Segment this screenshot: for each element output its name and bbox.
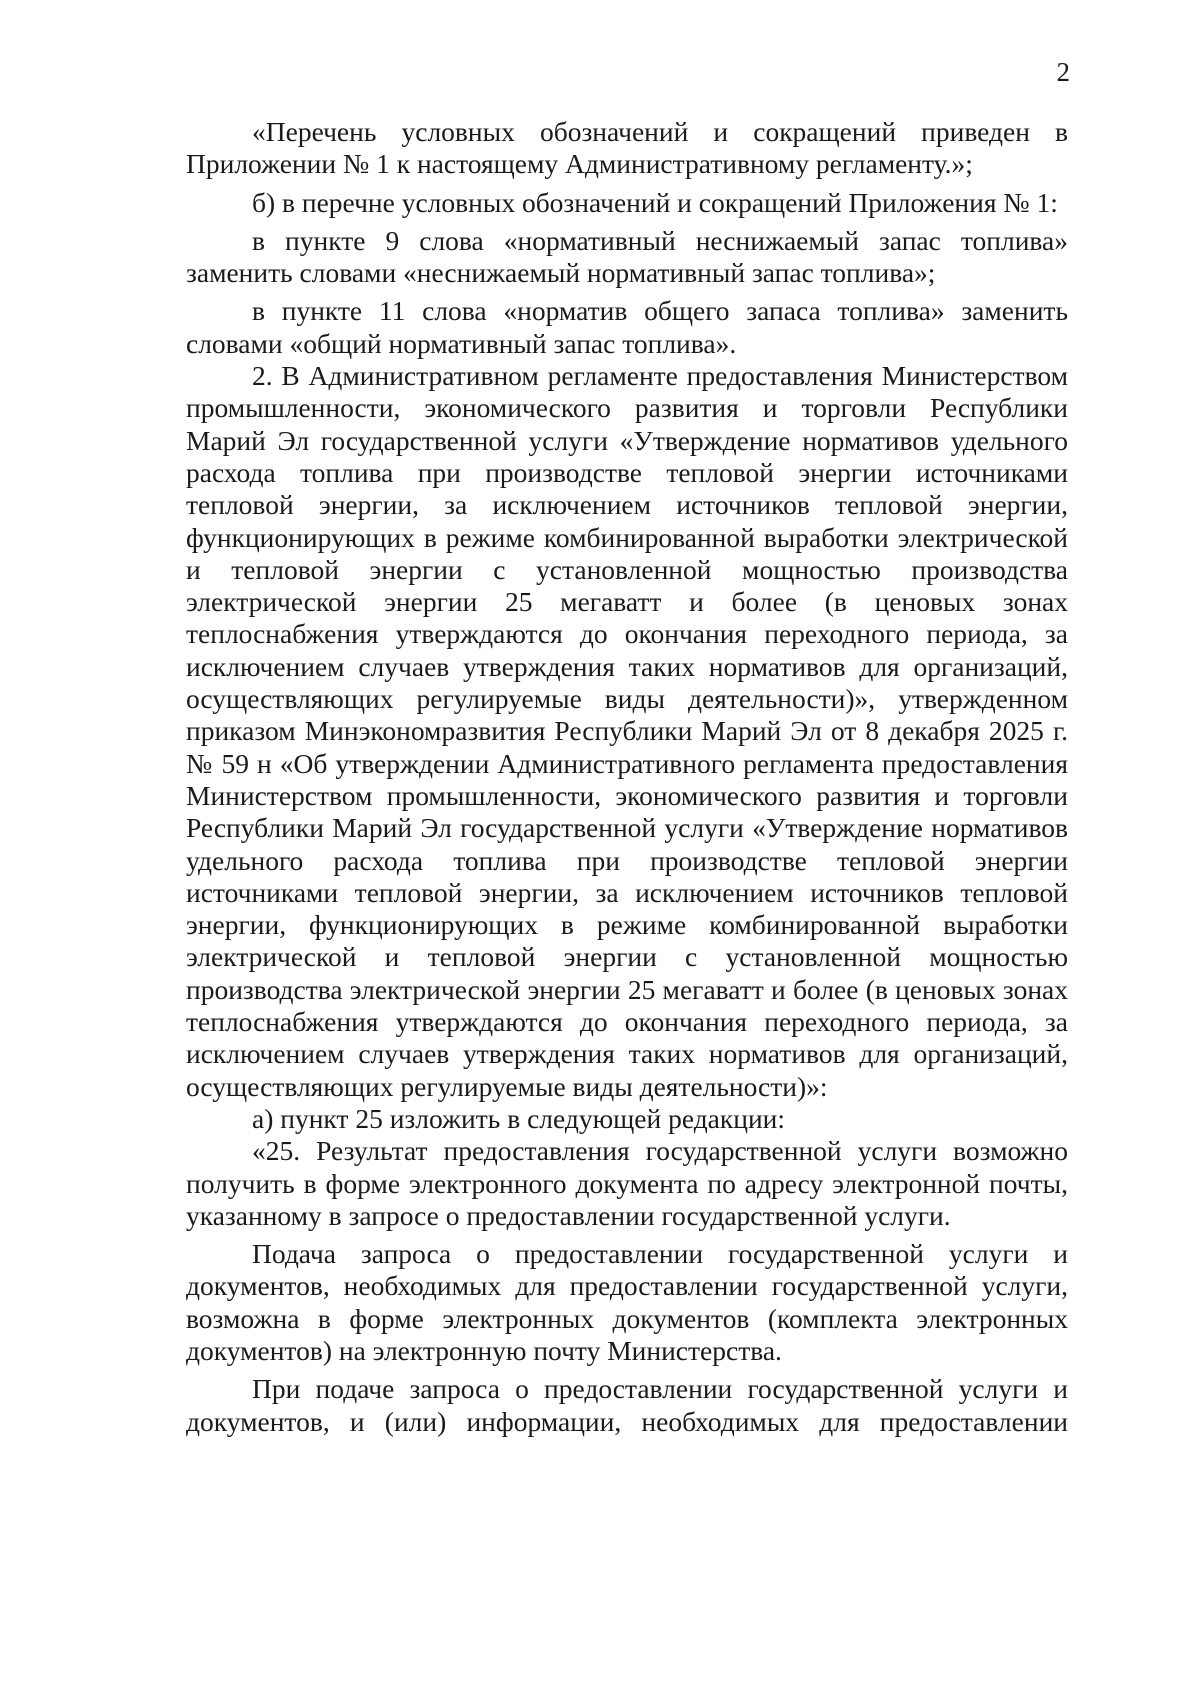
paragraph-item-25: «25. Результат предоставления государственной услуги возможно получить в форме электронного документа по адресу электронной почты, указанному в запросе о предоставлении государственной услуги. <box>186 1135 1068 1231</box>
document-body <box>186 116 1068 1438</box>
paragraph-item-11: в пункте 11 слова «норматив общего запаса топлива» заменить словами «общий нормативный запас топлива». <box>186 295 1068 359</box>
page-number: 2 <box>1056 57 1070 87</box>
paragraph-subitem-a: а) пункт 25 изложить в следующей редакции: <box>252 1102 786 1134</box>
paragraph-subitem-b: б) в перечне условных обозначений и сокращений Приложения № 1: <box>252 186 1058 218</box>
paragraph-item-9: в пункте 9 слова «нормативный неснижаемый запас топлива» заменить словами «неснижаемый нормативный запас топлива»; <box>186 224 1068 289</box>
paragraph-list-reference: «Перечень условных обозначений и сокращений приведен в Приложении № 1 к настоящему Административному регламенту.»; <box>186 116 1068 180</box>
paragraph-request-documents: При подаче запроса о предоставлении государственной услуги и документов, и (или) информации, необходимых для предоставлении <box>186 1373 1068 1437</box>
paragraph-section-2: 2. В Административном регламенте предоставления Министерством промышленности, экономического развития и торговли Республики Марий Эл государственной услуги «Утверждение нормативов удельного расхода топлива при производстве тепловой энергии источниками тепловой энергии, за исключением источников тепловой энергии, функционирующих в режиме комбинированной выработки электрической и тепловой энергии с установленной мощностью производства электрической энергии 25 мегаватт и более (в ценовых зонах теплоснабжения утверждаются до окончания переходного периода, за исключением случаев утверждения таких нормативов для организаций, осуществляющих регулируемые виды деятельности)», утвержденном приказом Минэкономразвития Республики Марий Эл от 8 декабря 2025 г. № 59 н «Об утверждении Административного регламента предоставления Министерством промышленности, экономического развития и торговли Республики Марий Эл государственной услуги «Утверждение нормативов удельного расхода топлива при производстве тепловой энергии источниками тепловой энергии, за исключением источников тепловой энергии, функционирующих в режиме комбинированной выработки электрической и тепловой энергии с установленной мощностью производства электрической энергии 25 мегаватт и более (в ценовых зонах теплоснабжения утверждаются до окончания переходного периода, за исключением случаев утверждения таких нормативов для организаций, осуществляющих регулируемые виды деятельности)»: <box>186 360 1068 1102</box>
paragraph-request-submission: Подача запроса о предоставлении государственной услуги и документов, необходимых для предоставлении государственной услуги, возможна в форме электронных документов (комплекта электронных документов) на электронную почту Министерства. <box>186 1238 1068 1366</box>
